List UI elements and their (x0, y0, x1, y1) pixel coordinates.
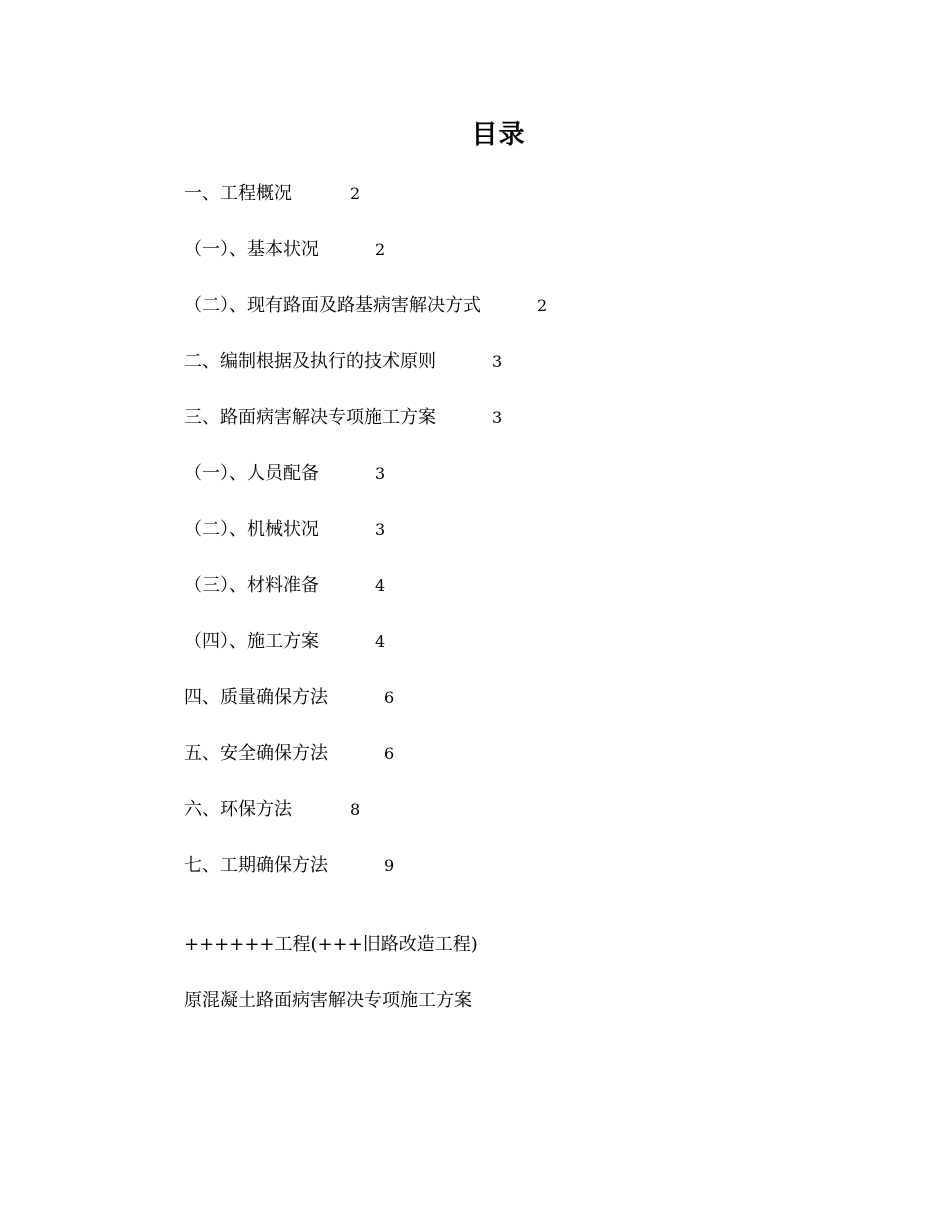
toc-entry-label: 三、路面病害解决专项施工方案 (184, 407, 436, 428)
toc-entry[interactable] (184, 852, 547, 908)
toc-entry[interactable] (184, 628, 547, 684)
toc-entry-page: 6 (384, 744, 395, 763)
toc-entry-page: 3 (492, 352, 503, 371)
toc-entry[interactable] (184, 180, 547, 236)
toc-entry-label: 四、质量确保方法 (184, 687, 328, 708)
toc-entry-page: 2 (537, 296, 548, 315)
toc-entry[interactable] (184, 236, 547, 292)
toc-list (184, 180, 547, 908)
toc-entry[interactable] (184, 796, 547, 852)
toc-entry-page: 9 (384, 856, 395, 875)
toc-entry[interactable] (184, 684, 547, 740)
toc-entry-label: （四）、施工方案 (184, 631, 319, 652)
toc-entry-page: 4 (375, 576, 386, 595)
toc-entry-label: （三）、材料准备 (184, 575, 319, 596)
toc-entry[interactable] (184, 460, 547, 516)
toc-entry-label: 一、工程概况 (184, 183, 292, 204)
toc-entry-label: 五、安全确保方法 (184, 743, 328, 764)
toc-entry-label: （二）、现有路面及路基病害解决方式 (184, 295, 481, 316)
toc-entry[interactable] (184, 740, 547, 796)
toc-entry[interactable] (184, 348, 547, 404)
toc-entry[interactable] (184, 292, 547, 348)
toc-entry-page: 3 (492, 408, 503, 427)
toc-entry-page: 8 (350, 800, 361, 819)
toc-entry-page: 6 (384, 688, 395, 707)
toc-entry-label: 二、编制根据及执行的技术原则 (184, 351, 436, 372)
toc-entry-page: 2 (350, 184, 361, 203)
toc-entry-label: （一）、人员配备 (184, 463, 319, 484)
project-name: ++++++工程(+++旧路改造工程) (184, 934, 478, 955)
toc-entry-label: 六、环保方法 (184, 799, 292, 820)
toc-entry-page: 4 (375, 632, 386, 651)
toc-entry-label: 七、工期确保方法 (184, 855, 328, 876)
toc-entry-label: （一）、基本状况 (184, 239, 319, 260)
toc-entry-page: 2 (375, 240, 386, 259)
toc-entry[interactable] (184, 404, 547, 460)
toc-entry[interactable] (184, 572, 547, 628)
toc-entry[interactable] (184, 516, 547, 572)
toc-title: 目录 (471, 120, 526, 150)
toc-entry-page: 3 (375, 520, 386, 539)
toc-entry-page: 3 (375, 464, 386, 483)
plan-name: 原混凝土路面病害解决专项施工方案 (184, 990, 472, 1011)
toc-entry-label: （二）、机械状况 (184, 519, 319, 540)
